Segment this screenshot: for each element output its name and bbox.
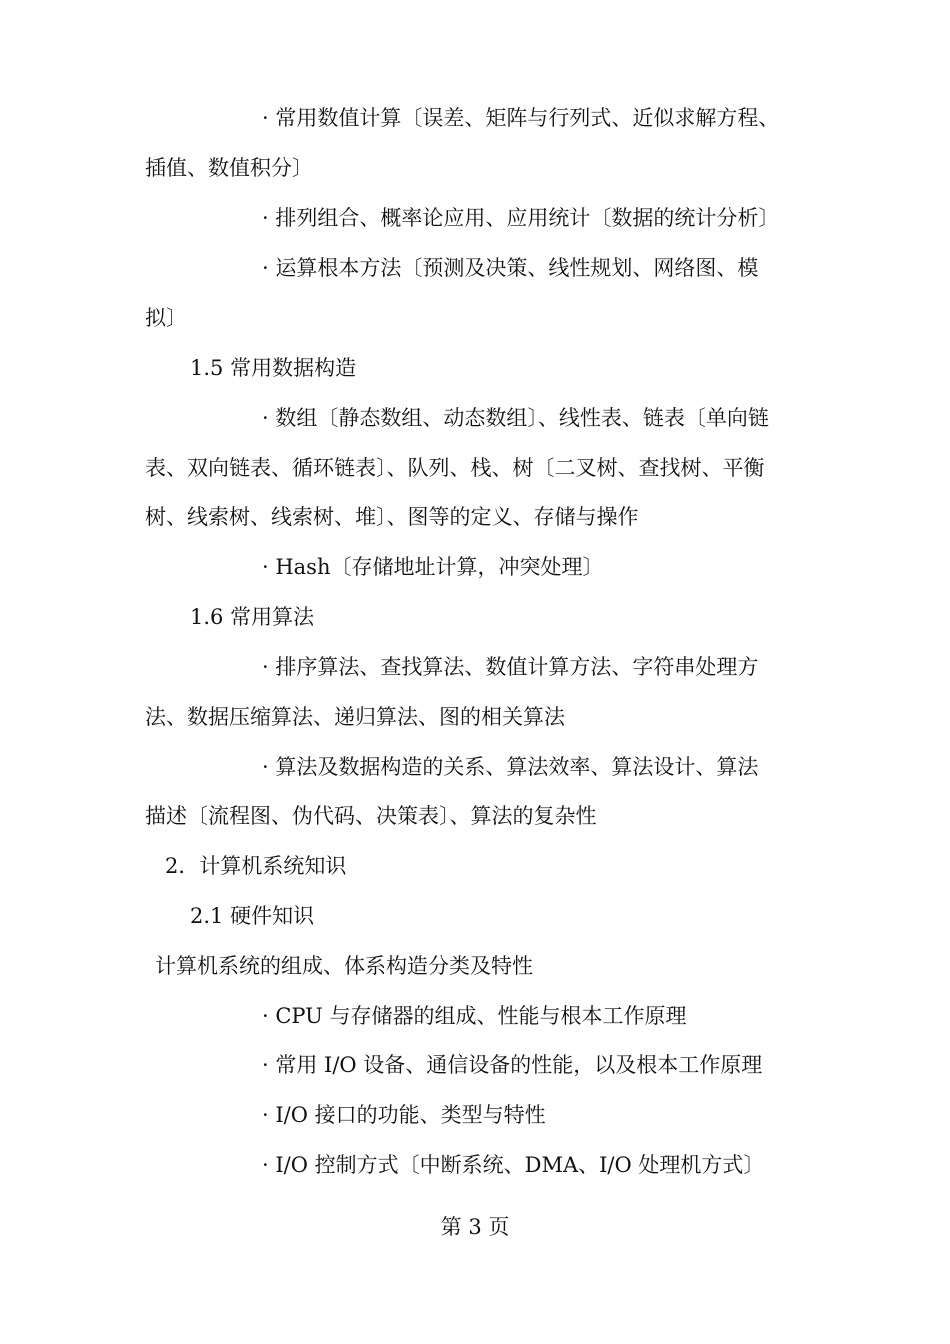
text-line: 树、线索树、线索树、堆〕、图等的定义、存储与操作 <box>145 505 639 529</box>
text-line: 表、双向链表、循环链表〕、队列、栈、树〔二叉树、查找树、平衡 <box>145 456 765 480</box>
text-line: · 常用 I/O 设备、通信设备的性能，以及根本工作原理 <box>262 1053 763 1077</box>
page-number: 第 3 页 <box>440 1215 510 1239</box>
text-line: · Hash〔存储地址计算，冲突处理〕 <box>262 555 604 579</box>
section-heading: 2.1 硬件知识 <box>190 904 315 928</box>
text-line: · 数组〔静态数组、动态数组〕、线性表、链表〔单向链 <box>262 406 769 430</box>
text-line: · 排列组合、概率论应用、应用统计〔数据的统计分析〕 <box>262 206 780 230</box>
chapter-heading: 2．计算机系统知识 <box>165 854 347 878</box>
text-line: 插值、数值积分〕 <box>145 156 313 180</box>
text-line: 法、数据压缩算法、递归算法、图的相关算法 <box>145 705 565 729</box>
text-line: · I/O 控制方式〔中断系统、DMA、I/O 处理机方式〕 <box>262 1153 765 1177</box>
text-line: · I/O 接口的功能、类型与特性 <box>262 1103 546 1127</box>
text-line: 描述〔流程图、伪代码、决策表〕、算法的复杂性 <box>145 804 597 828</box>
text-line: 计算机系统的组成、体系构造分类及特性 <box>155 954 533 978</box>
text-line: · CPU 与存储器的组成、性能与根本工作原理 <box>262 1004 687 1028</box>
text-line: · 常用数值计算〔误差、矩阵与行列式、近似求解方程、 <box>262 106 780 130</box>
text-line: 拟〕 <box>145 306 187 330</box>
text-line: · 排序算法、查找算法、数值计算方法、字符串处理方 <box>262 655 759 679</box>
section-heading: 1.5 常用数据构造 <box>190 356 357 380</box>
text-line: · 算法及数据构造的关系、算法效率、算法设计、算法 <box>262 755 759 779</box>
section-heading: 1.6 常用算法 <box>190 605 315 629</box>
text-line: · 运算根本方法〔预测及决策、线性规划、网络图、模 <box>262 256 759 280</box>
